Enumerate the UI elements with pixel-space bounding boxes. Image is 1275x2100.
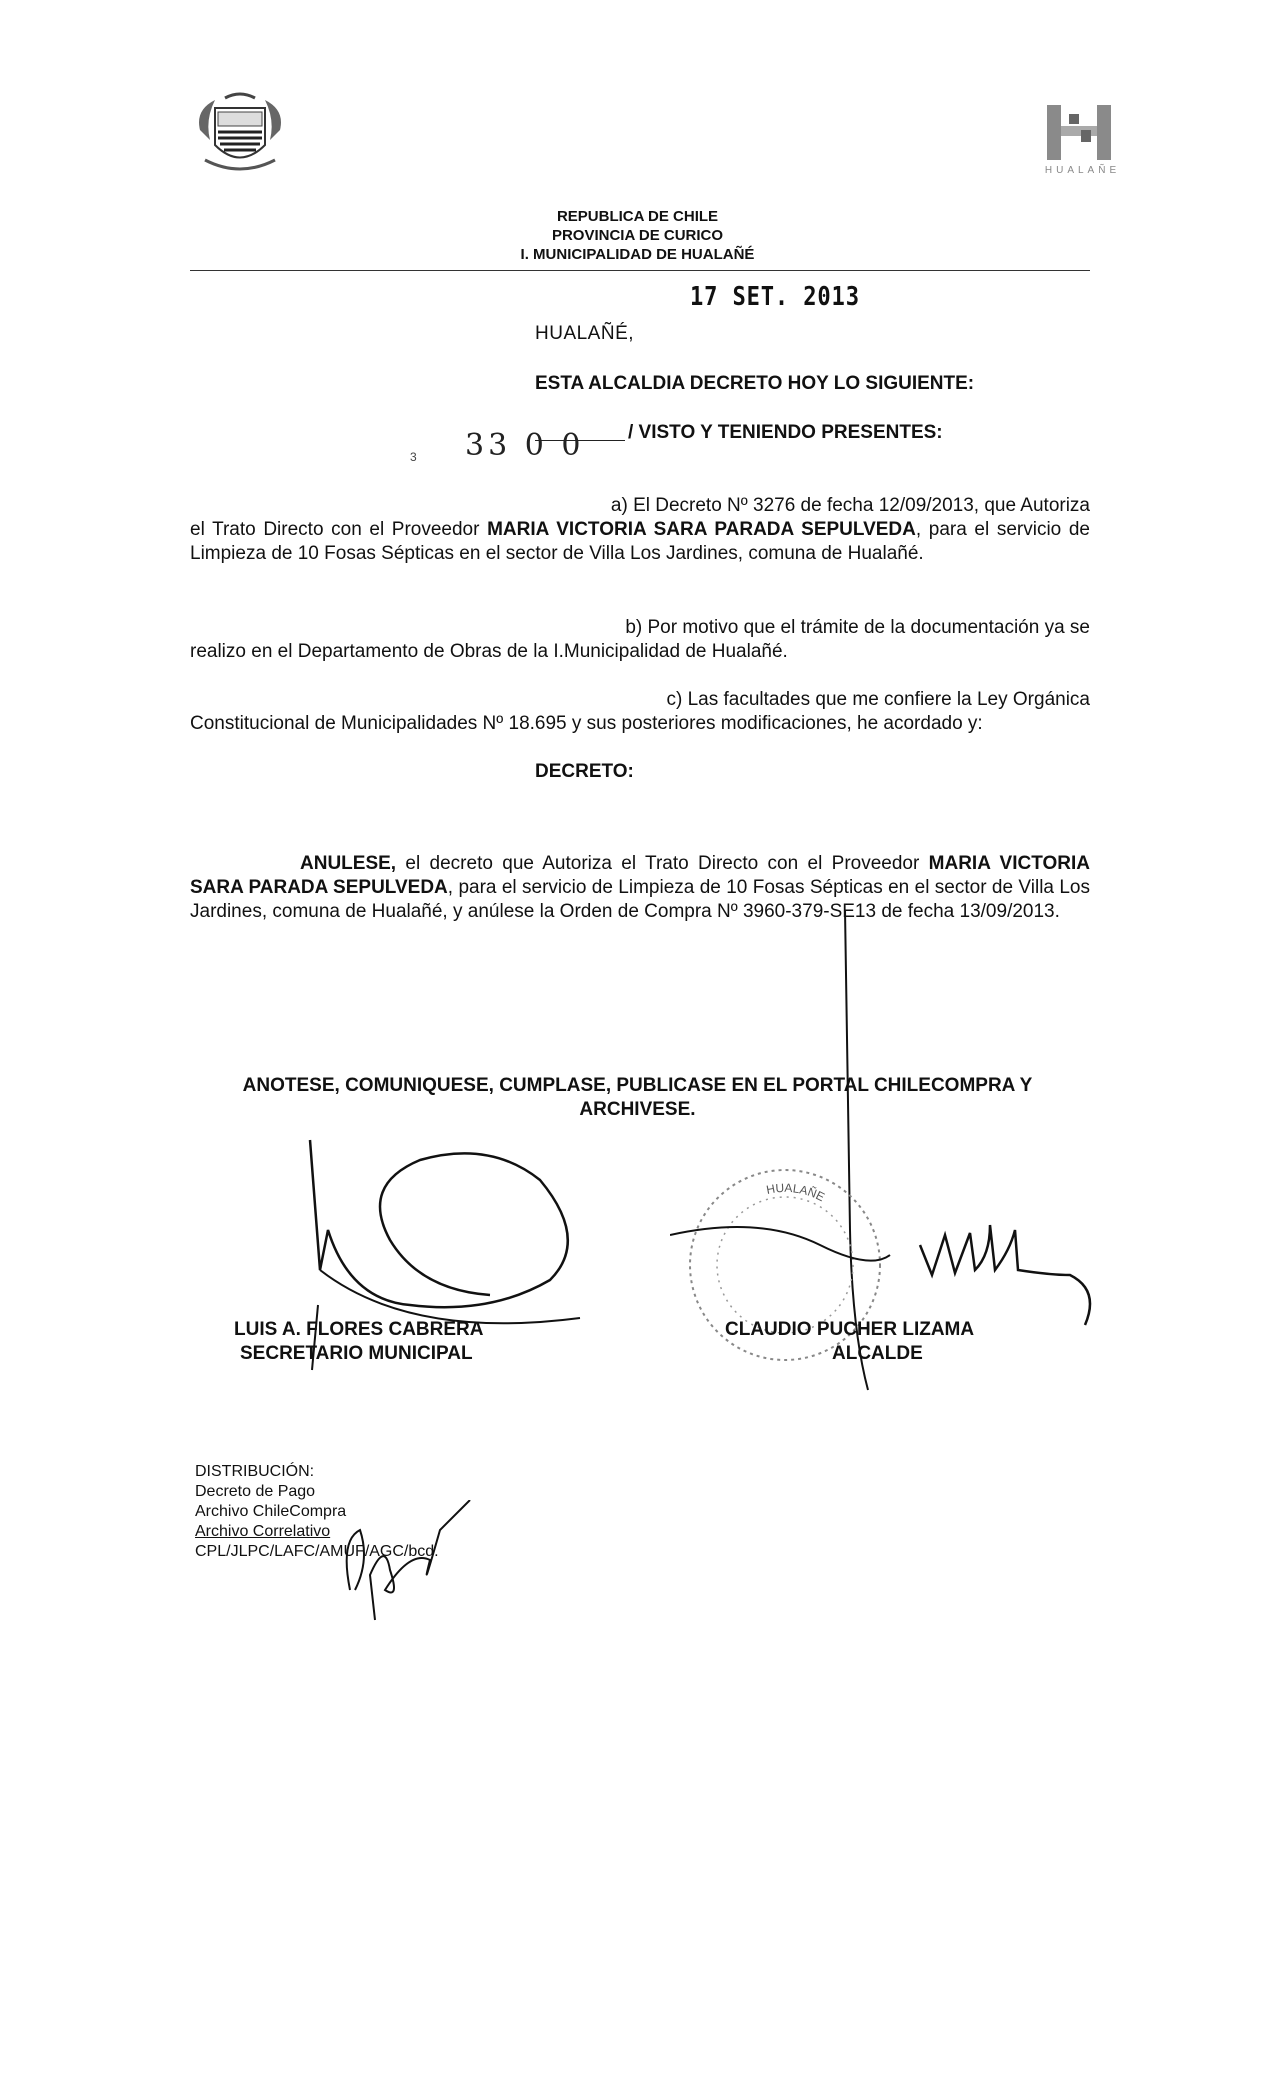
secretary-name: LUIS A. FLORES CABRERA — [234, 1319, 484, 1340]
decree-number: 33 0 0 — [465, 428, 585, 463]
para-b-first-line: b) Por motivo que el trámite de la documentación ya se — [625, 617, 1090, 638]
distribution-item: Archivo Correlativo — [195, 1523, 331, 1540]
decree-number-underline — [535, 440, 625, 441]
initials-signature — [330, 1500, 490, 1640]
logo-subtitle: HUALAÑE — [1044, 165, 1121, 176]
distribution-heading: DISTRIBUCIÓN: — [195, 1463, 315, 1480]
visto-line: / VISTO Y TENIENDO PRESENTES: — [628, 422, 943, 443]
margin-mark: 3 — [410, 450, 417, 464]
decreto-heading: DECRETO: — [535, 761, 634, 782]
municipal-crest-icon — [190, 90, 290, 180]
closing-line-2: ARCHIVESE. — [579, 1099, 696, 1120]
distribution-item: Archivo ChileCompra — [195, 1503, 347, 1520]
closing-line-1: ANOTESE, COMUNIQUESE, CUMPLASE, PUBLICASE EN EL PORTAL CHILECOMPRA Y — [242, 1075, 1033, 1096]
place-line: HUALAÑÉ, — [535, 323, 635, 344]
header-province: PROVINCIA DE CURICO — [551, 227, 724, 244]
secretary-role: SECRETARIO MUNICIPAL — [240, 1343, 473, 1364]
header-divider — [190, 270, 1090, 271]
mayor-name: CLAUDIO PUCHER LIZAMA — [725, 1319, 975, 1340]
resolution-paragraph: ANULESE, el decreto que Autoriza el Trato Directo con el Proveedor MARIA VICTORIA SARA PARADA SEPULVEDA, para el servicio de Limpieza de 10 Fosas Sépticas en el sector de Villa Los Jardines, comuna de Hualañé, y anúlese la Orden de Compra Nº 3960-379-SE13 de fecha 13/09/2013. — [190, 853, 1090, 922]
mayor-role: ALCALDE — [832, 1343, 923, 1364]
para-b-body: realizo en el Departamento de Obras de la I.Municipalidad de Hualañé. — [190, 641, 788, 662]
header-municipality: I. MUNICIPALIDAD DE HUALAÑÉ — [520, 246, 755, 263]
svg-text:HUALAÑE — [765, 1181, 827, 1204]
intro-line: ESTA ALCALDIA DECRETO HOY LO SIGUIENTE: — [535, 373, 975, 394]
para-a-first-line: a) El Decreto Nº 3276 de fecha 12/09/2013, que Autoriza — [610, 495, 1090, 516]
seal-text: HUALAÑE — [765, 1180, 828, 1205]
distribution-item: Decreto de Pago — [195, 1483, 316, 1500]
date-stamp: 17 SET. 2013 — [690, 282, 860, 312]
para-c-first-line: c) Las facultades que me confiere la Ley Orgánica — [666, 689, 1090, 710]
distribution-item: CPL/JLPC/LAFC/AMUF/AGC/bcd. — [195, 1543, 439, 1560]
para-c-body: Constitucional de Municipalidades Nº 18.695 y sus posteriores modificaciones, he acordado y: — [190, 713, 983, 734]
header-country: REPUBLICA DE CHILE — [556, 208, 719, 225]
para-a-body: el Trato Directo con el Proveedor MARIA VICTORIA SARA PARADA SEPULVEDA, para el servicio de Limpieza de 10 Fosas Sépticas en el sector de Villa Los Jardines, comuna de Hualañé. — [190, 519, 1090, 564]
